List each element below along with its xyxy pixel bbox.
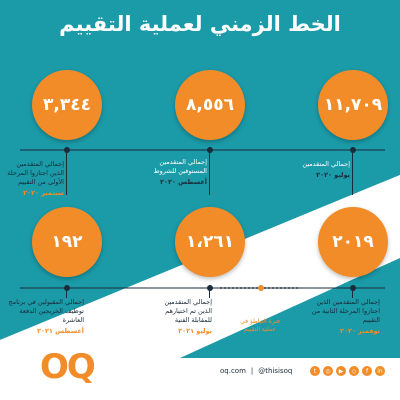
milestone-5-label [150, 298, 212, 336]
milestone-2-text: إجمالي المتقدمين المستوفين للشروط [153, 158, 207, 175]
youtube-icon[interactable]: ▶ [336, 366, 346, 376]
milestone-4-number: ٢٠١٩ [318, 207, 388, 277]
website-link[interactable]: oq.com [220, 367, 246, 375]
milestone-6-date: أغسطس ٢٠٢١ [37, 327, 84, 335]
milestone-4-dot [350, 285, 356, 291]
footer-links [220, 367, 292, 375]
instagram-icon[interactable]: ◎ [323, 366, 333, 376]
milestone-1-text: إجمالي المتقدمين [302, 160, 350, 168]
milestone-1-dot [350, 147, 356, 153]
linkedin-icon[interactable]: in [375, 366, 385, 376]
milestone-1-date: يوليو ٢٠٢٠ [316, 171, 350, 179]
milestone-5-dot [207, 285, 213, 291]
milestone-6-stem [66, 288, 67, 298]
milestone-4-date: نوفمبر ٢٠٢٠ [340, 327, 380, 335]
milestone-5-text: إجمالي المتقدمين الذين تم اختيارهم للمقابلة الفنية [164, 298, 212, 324]
page-title: الخط الزمني لعملية التقييم [59, 12, 341, 36]
footer-separator: | [250, 367, 254, 375]
milestone-6-dot [64, 285, 70, 291]
oq-logo: OQ [40, 347, 94, 387]
milestone-5-date: يوليو ٢٠٢١ [178, 327, 212, 335]
milestone-5-stem [209, 288, 210, 298]
social-handle[interactable]: @thisisoq [258, 367, 293, 375]
pause-label: فترة التباطؤ في عملية التقييم [240, 318, 280, 333]
pause-dot [258, 285, 264, 291]
social-icons [310, 366, 385, 376]
milestone-1-label [300, 160, 350, 180]
milestone-2-label [140, 158, 207, 187]
milestone-3-date: سبتمبر ٢٠٢٠ [23, 189, 64, 197]
milestone-5-number: ١،٢٦١ [175, 207, 245, 277]
milestone-4-label [300, 298, 380, 336]
milestone-2-number: ٨,٥٥٦ [175, 70, 245, 140]
milestone-1-stem [352, 150, 353, 195]
twitter-icon[interactable]: t [310, 366, 320, 376]
milestone-3-number: ٣,٣٤٤ [32, 70, 102, 140]
milestone-6-label [4, 298, 84, 336]
milestone-2-date: أغسطس ٢٠٢٠ [160, 178, 207, 186]
facebook-icon[interactable]: f [362, 366, 372, 376]
milestone-2-stem [209, 150, 210, 195]
milestone-1-number: ١١,٧٠٩ [318, 70, 388, 140]
milestone-6-text: إجمالي المقبولين في برنامج توظيف الخريجين الدفعة العاشرة [8, 298, 84, 324]
milestone-3-stem [66, 150, 67, 195]
milestone-3-dot [64, 147, 70, 153]
milestone-6-number: ١٩٢ [32, 207, 102, 277]
milestone-2-dot [207, 147, 213, 153]
milestone-4-text: إجمالي المتقدمين الذين اجتازوا المرحلة الثانية من التقييم [311, 298, 380, 324]
milestone-4-stem [352, 288, 353, 298]
milestone-3-text: إجمالي المتقدمين الذين اجتازوا المرحلة الأولى من التقييم [7, 160, 64, 186]
milestone-3-label [4, 160, 64, 198]
snapchat-icon[interactable]: ◇ [349, 366, 359, 376]
